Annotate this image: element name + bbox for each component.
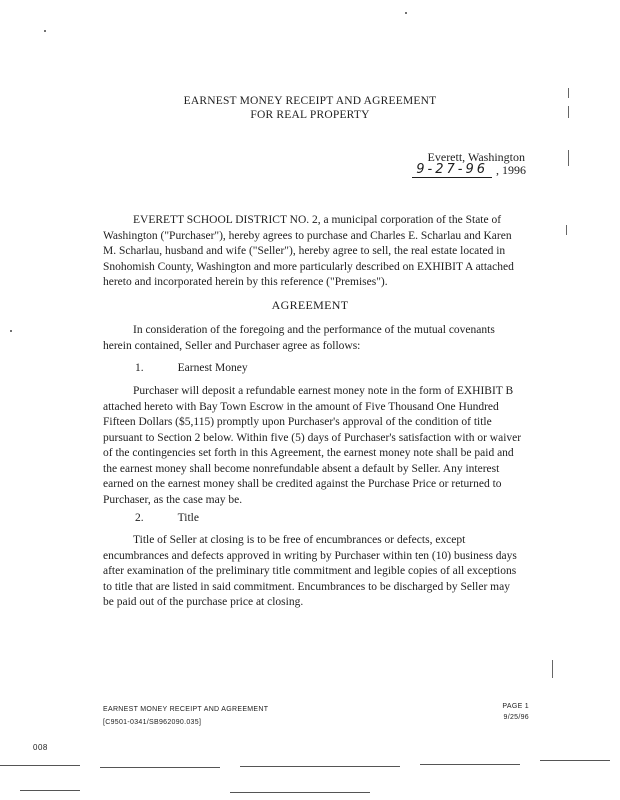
scan-mark bbox=[568, 106, 569, 118]
section-2-heading bbox=[135, 512, 199, 524]
footer-left bbox=[103, 703, 268, 729]
document-title-line1: EARNEST MONEY RECEIPT AND AGREEMENT bbox=[183, 95, 437, 107]
scan-line bbox=[230, 792, 370, 793]
scan-speck bbox=[10, 330, 12, 332]
corner-code: 008 bbox=[33, 743, 48, 752]
footer-doc-name: EARNEST MONEY RECEIPT AND AGREEMENT bbox=[103, 706, 269, 713]
place-of-signing: Everett, Washington bbox=[427, 150, 525, 164]
document-title-line2: FOR REAL PROPERTY bbox=[250, 109, 370, 121]
section-2-title: Title bbox=[177, 512, 199, 524]
scan-line bbox=[100, 767, 220, 768]
intro-paragraph: EVERETT SCHOOL DISTRICT NO. 2, a municipal corporation of the State of Washington ("Purchaser"), hereby agrees to purchase and Charles E. Scharlau and Karen M. Scharlau, husband and wife ("Seller"), hereby agree to sell, the real estate located in Snohomish County, Washington and more particularly described on EXHIBIT A attached hereto and incorporated herein by this reference ("Premises"). bbox=[103, 214, 514, 288]
section-1-title: Earnest Money bbox=[177, 362, 248, 374]
agreement-date bbox=[412, 163, 526, 178]
scan-mark bbox=[552, 660, 553, 678]
section-1-number: 1. bbox=[135, 362, 144, 374]
handwritten-date: 9-27-96 bbox=[412, 163, 492, 178]
footer-page-label: PAGE 1 bbox=[502, 703, 529, 710]
scan-speck bbox=[405, 12, 407, 14]
scan-line bbox=[420, 764, 520, 765]
scan-line bbox=[240, 766, 400, 767]
scan-line bbox=[20, 790, 80, 791]
section-1-paragraph: Purchaser will deposit a refundable earnest money note in the form of EXHIBIT B attached hereto with Bay Town Escrow in the amount of Five Thousand One Hundred Fifteen Dollars ($5,115) promptly upon Purchaser's approval of the condition of title pursuant to Section 2 below. Within five (5) days of Purchaser's satisfaction with or waiver of the contingencies set forth in this Agreement, the earnest money note shall be paid and the earnest money shall become nonrefundable absent a default by Seller. Any interest earned on the earnest money shall be credited against the Purchase Price or returned to Purchaser, as the case may be. bbox=[103, 385, 522, 506]
footer-page-date: 9/25/96 bbox=[503, 714, 529, 721]
date-year: , 1996 bbox=[496, 163, 526, 177]
scan-mark bbox=[568, 150, 569, 166]
scan-line bbox=[0, 765, 80, 766]
footer-right bbox=[502, 701, 529, 723]
section-1-heading bbox=[135, 362, 248, 374]
footer-doc-ref: [C9501-0341/SB962090.035] bbox=[103, 719, 202, 726]
scan-mark bbox=[568, 88, 569, 98]
section-2-number: 2. bbox=[135, 512, 144, 524]
consideration-paragraph: In consideration of the foregoing and the performance of the mutual covenants herein contained, Seller and Purchaser agree as follows: bbox=[103, 324, 495, 352]
section-2-paragraph: Title of Seller at closing is to be free of encumbrances or defects, except encumbrances and defects approved in writing by Purchaser within ten (10) business days after examination of the preliminary title commitment and legible copies of all exceptions to title that are listed in said commitment. Encumbrances to be discharged by Seller may be paid out of the purchase price at closing. bbox=[103, 534, 517, 608]
scan-mark bbox=[566, 225, 567, 235]
agreement-heading: AGREEMENT bbox=[271, 298, 349, 312]
scan-speck bbox=[44, 30, 46, 32]
scan-line bbox=[540, 760, 610, 761]
